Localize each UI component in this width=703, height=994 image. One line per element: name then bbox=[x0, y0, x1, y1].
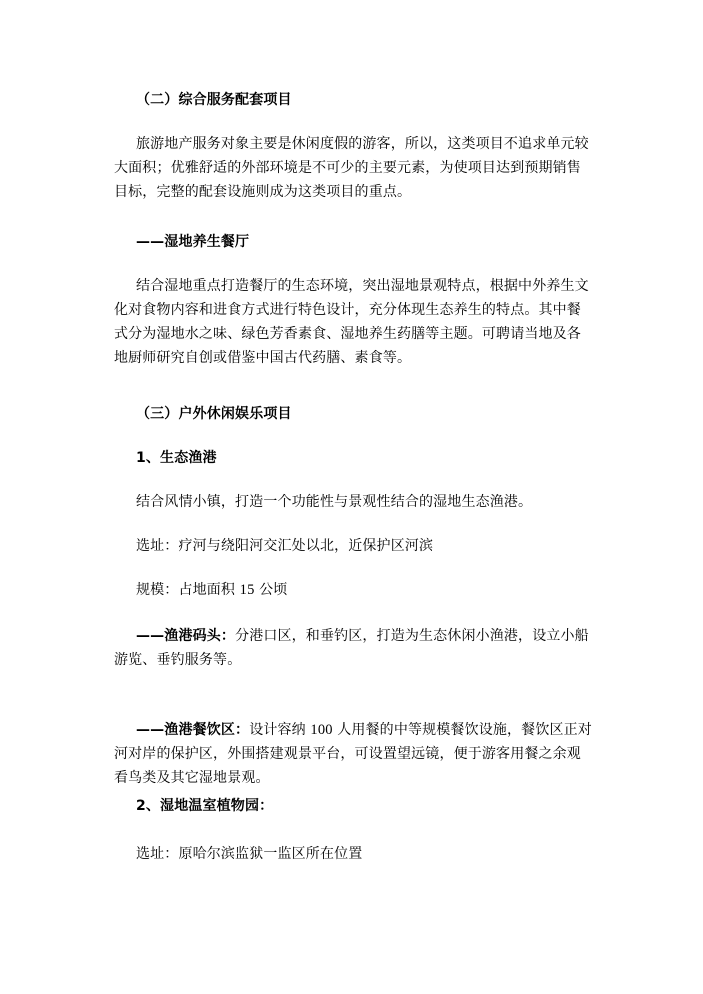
item-2-title: 2、湿地温室植物园： bbox=[136, 798, 274, 814]
item-1-scale bbox=[114, 578, 594, 602]
item-2-site: 选址：原哈尔滨监狱一监区所在位置 bbox=[136, 846, 363, 862]
paragraph-restaurant: 结合湿地重点打造餐厅的生态环境，突出湿地景观特点，根据中外养生文化对食物内容和进食方式进行特色设计，充分体现生态养生的特点。其中餐式分为湿地水之味、绿色芳香素食、湿地养生药膳等主题。可聘请当地及各地厨师研究自创或借鉴中国古代药膳、素食等。 bbox=[114, 278, 589, 366]
scale-label: 规模：占地面积 bbox=[136, 582, 236, 598]
paragraph-dining bbox=[114, 718, 594, 790]
scale-value: 15 bbox=[239, 582, 255, 598]
subheading-wetland-restaurant: ——湿地养生餐厅 bbox=[136, 234, 250, 250]
dining-text-b: 人用餐的中等规模餐饮设施，餐饮区正对河对岸的保护区，外围搭建观景平台，可设置望远镜，便于游客用餐之余观看鸟类及其它湿地景观。 bbox=[114, 722, 592, 786]
scale-unit: 公顷 bbox=[259, 582, 288, 598]
paragraph-dock bbox=[114, 624, 594, 672]
section-heading-3: （三）户外休闲娱乐项目 bbox=[136, 406, 292, 422]
item-1-site: 选址：疗河与绕阳河交汇处以北，近保护区河滨 bbox=[136, 538, 434, 554]
dining-lead: ——渔港餐饮区： bbox=[136, 722, 250, 738]
section-heading-2: （二）综合服务配套项目 bbox=[136, 92, 292, 108]
dock-text: 分港口区，和垂钓区，打造为生态休闲小渔港，设立小船游览、垂钓服务等。 bbox=[114, 628, 589, 668]
item-1-title: 1、生态渔港 bbox=[136, 450, 217, 466]
dining-number: 100 bbox=[310, 722, 333, 738]
dock-lead: ——渔港码头： bbox=[136, 628, 236, 644]
dining-text-a: 设计容纳 bbox=[249, 722, 306, 738]
item-1-description: 结合风情小镇，打造一个功能性与景观性结合的湿地生态渔港。 bbox=[136, 494, 533, 510]
paragraph-service-intro: 旅游地产服务对象主要是休闲度假的游客，所以，这类项目不追求单元较大面积；优雅舒适的外部环境是不可少的主要元素，为使项目达到预期销售目标，完整的配套设施则成为这类项目的重点。 bbox=[114, 136, 589, 200]
